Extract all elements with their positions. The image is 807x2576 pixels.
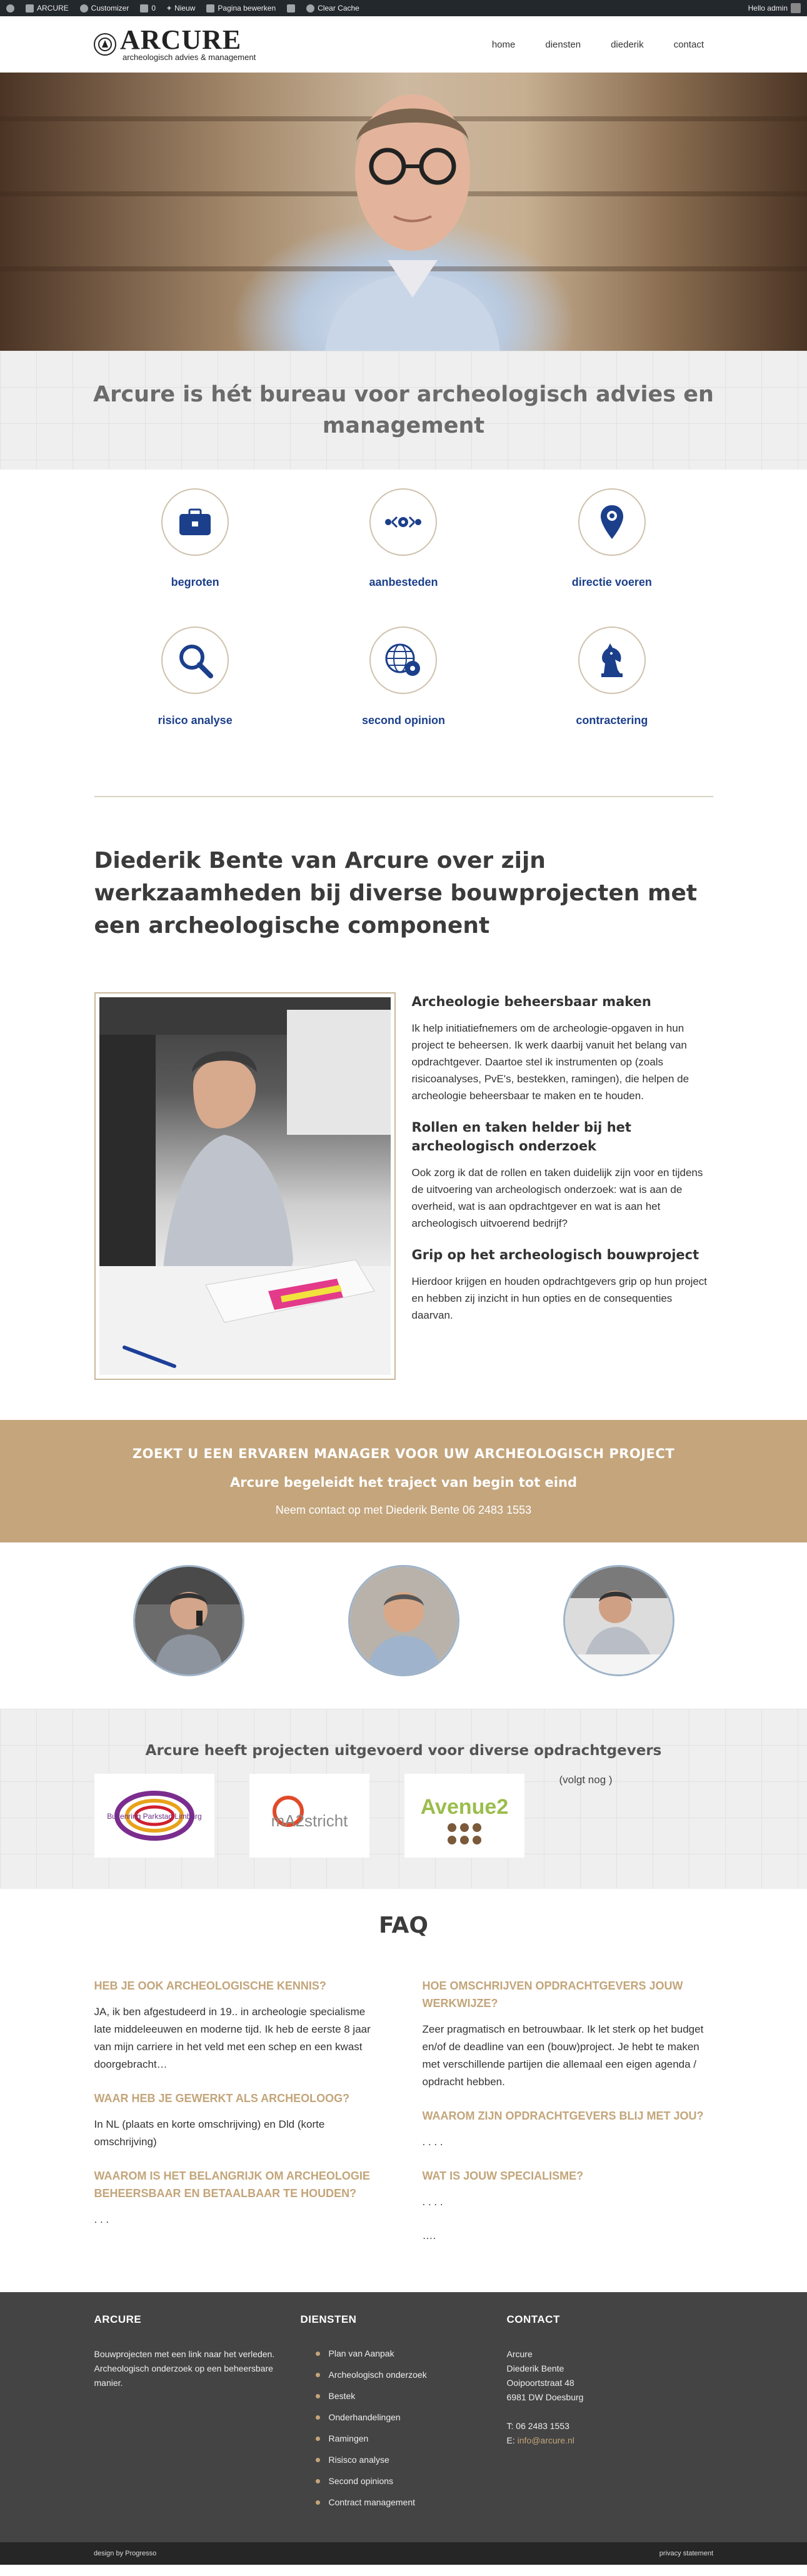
footer-service-item[interactable]: Contract management xyxy=(301,2496,507,2508)
client-logo-avenue2[interactable] xyxy=(404,1774,524,1858)
admin-shield-link[interactable] xyxy=(287,4,295,13)
section-text: Hierdoor krijgen en houden opdrachtgevers grip op hun project en hebben zij inzicht in hun opties en de consequenties daarvan. xyxy=(411,1275,708,1321)
tagline-band xyxy=(0,351,807,470)
footer-services xyxy=(301,2313,507,2517)
chess-knight-icon xyxy=(578,626,646,694)
service-begroten[interactable] xyxy=(91,488,299,589)
cta-banner xyxy=(0,1420,807,1542)
clients-more: (volgt nog ) xyxy=(559,1774,613,1786)
cta-title: ZOEKT U EEN ERVAREN MANAGER VOOR UW ARCHEOLOGISCH PROJECT xyxy=(132,1446,675,1461)
footer-service-item[interactable]: Risisco analyse xyxy=(301,2453,507,2466)
admin-clear-cache-link[interactable]: Clear Cache xyxy=(306,4,359,13)
footer-phone: T: 06 2483 1553 xyxy=(506,2421,569,2431)
cta-subtitle: Arcure begeleidt het traject van begin tot eind xyxy=(230,1474,577,1490)
home-icon xyxy=(26,4,34,13)
client-logo-text: Avenue2 xyxy=(420,1795,508,1819)
footer-bottom-bar xyxy=(0,2542,807,2565)
brush-icon xyxy=(80,4,88,13)
section-text: Ik help initiatiefnemers om de archeologie-opgaven in hun project te beheersen. Ik werk daarbij vanuit het belang van opdrachtgever. Daartoe stel ik instrumenten op (zoals risicoanalyses, PvE's, bestekken, ramingen), die helpen de archeologie beheersbaar te maken en te houden. xyxy=(411,1022,689,1102)
clients-section xyxy=(0,1709,807,1889)
site-footer xyxy=(0,2292,807,2542)
footer-heading: ARCURE xyxy=(94,2313,142,2325)
tagline: Arcure is hét bureau voor archeologisch advies en management xyxy=(93,382,714,438)
footer-email-line: E: info@arcure.nl xyxy=(506,2435,574,2445)
service-label: directie voeren xyxy=(571,576,652,588)
service-label: second opinion xyxy=(361,714,445,727)
hero-image xyxy=(0,73,807,351)
footer-service-item[interactable]: Second opinions xyxy=(301,2475,507,2487)
services-grid xyxy=(91,470,716,727)
footer-contact-line: Arcure xyxy=(506,2349,533,2359)
footer-contact-line: 6981 DW Doesburg xyxy=(506,2392,584,2402)
site-header xyxy=(0,16,807,73)
client-logo-maastricht[interactable] xyxy=(249,1774,369,1858)
nav-diensten[interactable]: diensten xyxy=(545,39,581,50)
faq-title: FAQ xyxy=(379,1913,428,1938)
service-directie-voeren[interactable] xyxy=(508,488,716,589)
magnifier-icon xyxy=(161,626,229,694)
faq-question[interactable]: HEB JE OOK ARCHEOLOGISCHE KENNIS? xyxy=(94,1980,326,1992)
avatar xyxy=(133,1565,244,1676)
design-credit[interactable]: design by Progresso xyxy=(94,2550,157,2557)
footer-heading: CONTACT xyxy=(506,2313,560,2325)
admin-customize-link[interactable]: Customizer xyxy=(80,4,129,13)
faq-answer: …. xyxy=(422,2230,436,2241)
service-label: aanbesteden xyxy=(369,576,438,588)
admin-account-menu[interactable]: Hello admin xyxy=(748,3,801,13)
about-text xyxy=(412,992,713,1380)
wordpress-icon xyxy=(6,4,14,13)
logo-name: ARCURE xyxy=(120,24,242,55)
faq-answer: In NL (plaats en korte omschrijving) en Dld (korte omschrijving) xyxy=(94,2118,325,2148)
faq-answer: JA, ik ben afgestudeerd in 19.. in archeologie specialisme late middeleeuwen en moderne tijd. Ik heb de eerste 8 jaar van mijn carriere in het veld met een schep en een kwast doorgebracht… xyxy=(94,2006,371,2070)
site-logo[interactable] xyxy=(94,24,256,62)
footer-service-item[interactable]: Onderhandelingen xyxy=(301,2411,507,2423)
section-heading: Rollen en taken helder bij het archeologisch onderzoek xyxy=(411,1120,631,1154)
office-photo-illustration xyxy=(99,997,391,1375)
privacy-link[interactable]: privacy statement xyxy=(659,2550,713,2557)
map-pin-icon xyxy=(578,488,646,556)
bullet-icon xyxy=(316,2394,320,2398)
admin-site-link[interactable]: ARCURE xyxy=(26,4,69,13)
service-label: contractering xyxy=(576,714,648,727)
avatar xyxy=(348,1565,459,1676)
client-logos xyxy=(94,1774,713,1858)
clients-title: Arcure heeft projecten uitgevoerd voor diverse opdrachtgevers xyxy=(145,1743,662,1759)
about-section xyxy=(94,992,713,1380)
portrait-photo xyxy=(313,73,513,351)
bullet-icon xyxy=(316,2437,320,2441)
footer-service-item[interactable]: Ramingen xyxy=(301,2432,507,2445)
faq-question[interactable]: WAT IS JOUW SPECIALISME? xyxy=(422,2170,584,2182)
footer-service-item[interactable]: Bestek xyxy=(301,2390,507,2402)
admin-bar xyxy=(0,0,807,16)
faq-question[interactable]: WAAR HEB JE GEWERKT ALS ARCHEOLOOG? xyxy=(94,2092,350,2105)
faq-answer: . . . . xyxy=(422,2136,443,2148)
comment-icon xyxy=(140,4,148,13)
section-heading: Grip op het archeologisch bouwproject xyxy=(411,1247,699,1262)
client-logo-text: mA2stricht xyxy=(271,1811,348,1830)
avatar xyxy=(563,1565,674,1676)
logo-tagline: archeologisch advies & management xyxy=(123,52,256,62)
footer-service-item[interactable]: Archeologisch onderzoek xyxy=(301,2368,507,2381)
footer-service-item[interactable]: Plan van Aanpak xyxy=(301,2347,507,2360)
footer-about-text: Bouwprojecten met een link naar het verleden. Archeologisch onderzoek op een beheersbare manier. xyxy=(94,2349,275,2388)
cta-contact[interactable]: Neem contact op met Diederik Bente 06 2483 1553 xyxy=(275,1503,532,1516)
intro-title: Diederik Bente van Arcure over zijn werkzaamheden bij diverse bouwprojecten met een archeologische component xyxy=(94,848,698,938)
client-logo-buitenring[interactable] xyxy=(94,1774,214,1858)
footer-contact xyxy=(507,2313,713,2517)
faq-question[interactable]: WAAROM IS HET BELANGRIJK OM ARCHEOLOGIE BEHEERSBAAR EN BETAALBAAR TE HOUDEN? xyxy=(94,2170,370,2200)
wordpress-logo[interactable] xyxy=(6,4,14,13)
admin-new-link[interactable]: + Nieuw xyxy=(167,4,196,13)
bullet-icon xyxy=(316,2415,320,2420)
main-nav xyxy=(492,39,704,50)
service-label: begroten xyxy=(171,576,219,588)
faq-section xyxy=(94,1977,713,2292)
photo-circles xyxy=(0,1542,807,1709)
faq-answer: Zeer pragmatisch en betrouwbaar. Ik let sterk op het budget en/of de deadline van een (bouw)project. Je hebt te maken met verschillende partijen die allemaal een eigen agenda / opdracht hebben. xyxy=(422,2023,704,2088)
bullet-icon xyxy=(316,2500,320,2505)
service-risico-analyse[interactable] xyxy=(91,626,299,727)
service-second-opinion[interactable] xyxy=(299,626,508,727)
globe-gear-icon xyxy=(369,626,437,694)
logo-mark-icon xyxy=(94,33,116,56)
bullet-icon xyxy=(316,2352,320,2356)
office-photo xyxy=(94,992,396,1380)
admin-comments-link[interactable]: 0 xyxy=(140,4,156,13)
service-aanbesteden[interactable] xyxy=(299,488,508,589)
service-label: risico analyse xyxy=(158,714,233,727)
plus-icon: + xyxy=(167,4,172,13)
section-text: Ook zorg ik dat de rollen en taken duidelijk zijn voor en tijdens de uitvoering van archeologisch onderzoek: wat is aan de overheid, wat is aan opdrachtgever en wat is aan het archeologisch uitvoerend bedrijf? xyxy=(411,1167,703,1229)
footer-heading: DIENSTEN xyxy=(300,2313,357,2325)
admin-edit-page-link[interactable]: Pagina bewerken xyxy=(206,4,276,13)
nav-diederik[interactable]: diederik xyxy=(611,39,644,50)
section-heading: Archeologie beheersbaar maken xyxy=(411,994,651,1009)
faq-column-left xyxy=(94,1977,385,2261)
faq-question[interactable]: WAAROM ZIJN OPDRACHTGEVERS BLIJ MET JOU? xyxy=(422,2110,704,2122)
faq-column-right xyxy=(423,1977,713,2261)
briefcase-icon xyxy=(161,488,229,556)
pencil-icon xyxy=(206,4,214,13)
footer-contact-line: Diederik Bente xyxy=(506,2363,564,2373)
avatar xyxy=(791,3,801,13)
faq-question[interactable]: HOE OMSCHRIJVEN OPDRACHTGEVERS JOUW WERKWIJZE? xyxy=(422,1980,683,2010)
faq-answer: . . . . xyxy=(422,2196,443,2208)
section-divider xyxy=(94,796,713,797)
footer-email-link[interactable]: info@arcure.nl xyxy=(517,2435,574,2445)
nav-home[interactable]: home xyxy=(491,39,516,50)
client-logo-text: Buitenring Parkstad Limburg xyxy=(106,1812,202,1821)
nav-contact[interactable]: contact xyxy=(673,39,704,50)
handshake-icon xyxy=(369,488,437,556)
cache-icon xyxy=(306,4,314,13)
faq-answer: . . . xyxy=(94,2213,109,2225)
shield-icon xyxy=(287,4,295,13)
footer-about xyxy=(94,2313,301,2517)
bullet-icon xyxy=(316,2373,320,2377)
bullet-icon xyxy=(316,2479,320,2483)
service-contractering[interactable] xyxy=(508,626,716,727)
bullet-icon xyxy=(316,2458,320,2462)
footer-contact-line: Ooipoortstraat 48 xyxy=(506,2378,574,2388)
